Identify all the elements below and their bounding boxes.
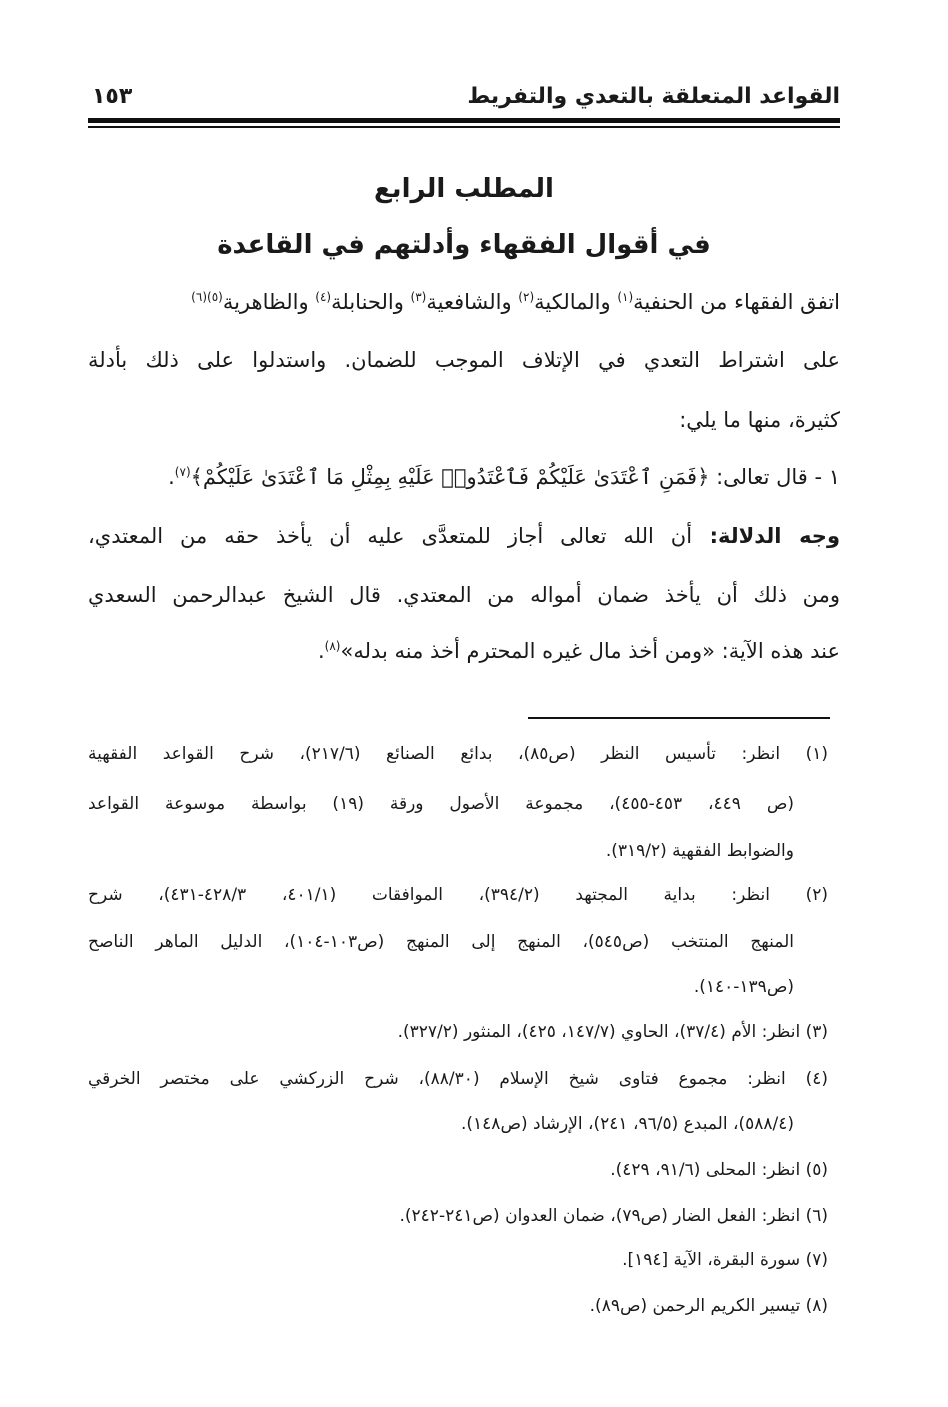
text-run: عند هذه الآية: «ومن أخذ مال غيره المحترم أخذ منه بدله» [340,639,840,663]
dalala-label: وجه الدلالة: [692,524,840,548]
footnote-2-line-1: (٢) انظر: بداية المجتهد (٣٩٤/٢)، الموافقات (٤٠١/١، ٤٢٨/٣-٤٣١)، شرح [88,885,828,905]
paragraph-line-2: على اشتراط التعدي في الإتلاف الموجب للضمان. واستدلوا على ذلك بأدلة [88,348,840,372]
footnote-2-line-3: (ص١٣٩-١٤٠). [693,977,794,997]
footnote-ref[interactable]: (٧) [174,465,191,479]
footnote-4-line-1: (٤) انظر: مجموع فتاوى شيخ الإسلام (٨٨/٣٠)، شرح الزركشي على مختصر الخرقي [88,1069,828,1089]
page-number: ١٥٣ [92,84,133,109]
text-run: والحنابلة [331,290,411,314]
footnote-6: (٦) انظر: الفعل الضار (ص٧٩)، ضمان العدوان (ص٢٤١-٢٤٢). [399,1206,828,1226]
footnote-5: (٥) انظر: المحلى (٩١/٦، ٤٢٩). [610,1160,828,1180]
dalala-line-3 [88,640,840,662]
footnote-ref[interactable]: (٤) [315,290,332,304]
text-run: . [317,639,325,663]
text-run: . [168,465,175,489]
section-subtitle: في أقوال الفقهاء وأدلتهم في القاعدة [217,230,711,260]
text-run: والظاهرية [222,290,316,314]
text-run: اتفق الفقهاء من الحنفية [633,290,840,314]
footnote-2-line-2: المنهج المنتخب (ص٥٤٥)، المنهج إلى المنهج (ص١٠٣-١٠٤)، الدليل الماهر الناصح [88,932,794,952]
text-run: والشافعية [426,290,519,314]
footnote-4-line-2: (٥٨٨/٤)، المبدع (٩٦/٥، ٢٤١)، الإرشاد (ص١٤٨). [460,1114,794,1134]
header-rule-thick [88,118,840,123]
footnote-7: (٧) سورة البقرة، الآية [١٩٤]. [622,1250,828,1270]
footnote-ref[interactable]: (٨) [324,639,341,653]
dalala-line-1 [88,526,840,547]
page-header [88,78,840,118]
quran-verse: ﴿فَمَنِ ٱعْتَدَىٰ عَلَيْكُمْ فَٱعْتَدُوا۟ عَلَيْهِ بِمِثْلِ مَا ٱعْتَدَىٰ عَلَيْكُمْ﴾ [190,465,710,489]
footnote-ref[interactable]: (١) [617,290,634,304]
text-run: والمالكية [534,290,618,314]
footnote-1-line-1: (١) انظر: تأسيس النظر (ص٨٥)، بدائع الصنائع (٢١٧/٦)، شرح القواعد الفقهية [88,744,829,764]
header-rule-thin [88,126,840,128]
footnote-ref[interactable]: (٢) [518,290,535,304]
footnote-3: (٣) انظر: الأم (٣٧/٤)، الحاوي (١٤٧/٧، ٤٢٥)، المنثور (٣٢٧/٢). [397,1022,828,1042]
footnote-ref[interactable]: (٣) [410,290,427,304]
footnote-ref[interactable]: (٥)(٦) [191,290,223,304]
footnote-1-line-2: (ص ٤٤٩، ٤٥٣-٤٥٥)، مجموعة الأصول ورقة (١٩) بواسطة موسوعة القواعد [88,794,795,814]
dalala-line-2: ومن ذلك أن يأخذ ضمان أمواله من المعتدي. قال الشيخ عبدالرحمن السعدي [88,583,840,607]
evidence-intro: ١ - قال تعالى: [709,465,840,489]
evidence-1 [88,466,840,488]
paragraph-line-3: كثيرة، منها ما يلي: [679,408,840,432]
running-title: القواعد المتعلقة بالتعدي والتفريط [467,84,840,109]
paragraph-line-1 [88,291,840,313]
footnote-separator [528,717,830,719]
section-title: المطلب الرابع [374,174,554,204]
footnote-1-line-3: والضوابط الفقهية (٣١٩/٢). [605,841,794,861]
footnote-8: (٨) تيسير الكريم الرحمن (ص٨٩). [589,1296,828,1316]
text-run: أن الله تعالى أجاز للمتعدَّى عليه أن يأخذ حقه من المعتدي، [88,524,693,548]
